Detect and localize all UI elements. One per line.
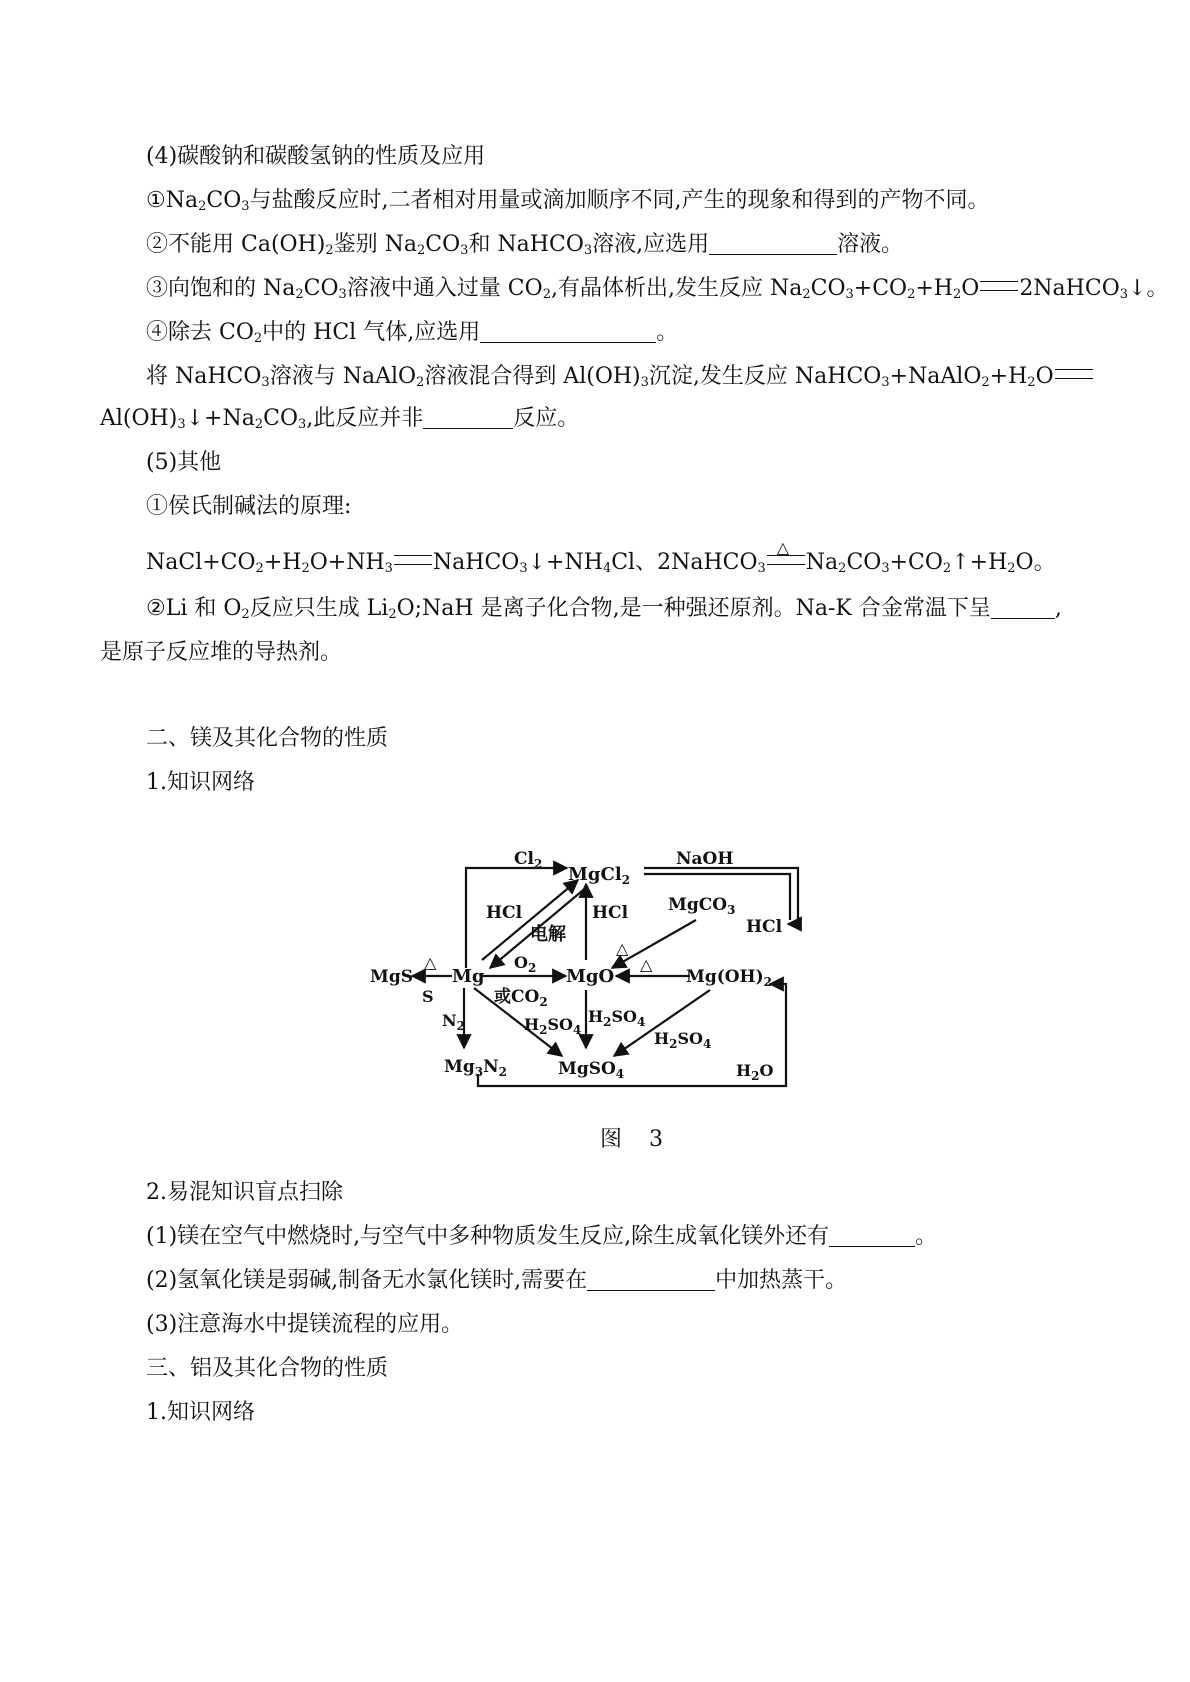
diagram-label-mgs: MgS	[370, 967, 413, 987]
heat-icon: △	[776, 538, 790, 557]
diagram-label-hcl-left: HCl	[486, 903, 523, 923]
section5-heading: (5)其他	[146, 450, 222, 475]
diagram-label-mgoh2: $Mg(OH)_2$	[686, 967, 773, 989]
heat-equals-sign	[767, 538, 805, 565]
diagram-label-hcl-mid: HCl	[592, 903, 629, 923]
section5-item1: ①侯氏制碱法的原理:	[146, 494, 352, 519]
section5-item2: ②Li 和 $O_2$反应只生成 $Li_2O;NaH$ 是离子化合物,是一种强还原剂。Na-K 合金常温下呈 ,	[146, 596, 1062, 622]
diagram-label-or-co2: 或$CO_2$	[494, 987, 548, 1009]
heat-icon: △	[616, 939, 629, 958]
section4-item2: ②不能用 $Ca(OH)_2$鉴别 $Na_2CO_3$和 NaHCO$_3$溶液,应选用 溶液。	[146, 232, 904, 258]
section4-item4: ④除去 $CO_2$中的 HCl 气体,应选用 。	[146, 320, 679, 346]
diagram-label-electrolysis: 电解	[530, 924, 566, 945]
mg-question-1: (1)镁在空气中燃烧时,与空气中多种物质发生反应,除生成氧化镁外还有 。	[146, 1224, 938, 1249]
answer-blank[interactable]	[423, 406, 513, 429]
diagram-label-cl2: $Cl_2$	[514, 849, 543, 871]
hou-process-equations: $NaCl+CO_2+H_2O+NH_3$ $NaHCO_3↓+NH_4Cl$、2NaHCO$_3$ △ $Na_2CO_3+CO_2↑+H_2O$。	[146, 548, 1056, 578]
section5-item2-cont: 是原子反应堆的导热剂。	[100, 640, 343, 665]
answer-blank[interactable]	[829, 1224, 915, 1247]
mg-question-3: (3)注意海水中提镁流程的应用。	[146, 1312, 464, 1337]
reaction-equals-sign	[980, 281, 1018, 291]
diagram-label-h2so4-right: $H_2SO_4$	[654, 1029, 712, 1051]
diagram-label-mg: Mg	[452, 966, 485, 987]
diagram-label-h2so4-mid: $H_2SO_4$	[588, 1007, 646, 1029]
section4-item3: ③向饱和的 $Na_2CO_3$溶液中通入过量 $CO_2$,有晶体析出,发生反应 $Na_2CO_3+CO_2+H_2O$ 2NaHCO$_3$↓。	[146, 276, 1169, 302]
diagram-label-mgcl2: MgCl$_2$	[568, 864, 631, 887]
figure-caption: 图 3	[600, 1127, 673, 1152]
section4-item5-cont: $Al(OH)_3↓+Na_2CO_3$,此反应并非 反应。	[100, 406, 580, 432]
al-knowledge-network-title: 1.知识网络	[146, 1400, 255, 1425]
mg-misconceptions-title: 2.易混知识盲点扫除	[146, 1180, 343, 1205]
diagram-label-naoh: NaOH	[676, 849, 734, 869]
answer-blank[interactable]	[709, 232, 837, 255]
section4-item1: $①Na_2CO_3$与盐酸反应时,二者相对用量或滴加顺序不同,产生的现象和得到的产物不同。	[146, 188, 990, 214]
answer-blank[interactable]	[991, 596, 1055, 619]
reaction-equals-sign	[1055, 369, 1093, 379]
mg-question-2: (2)氢氧化镁是弱碱,制备无水氯化镁时,需要在 中加热蒸干。	[146, 1268, 848, 1293]
al-section-heading: 三、铝及其化合物的性质	[146, 1356, 389, 1381]
diagram-label-h2o: $H_2O$	[736, 1061, 774, 1083]
answer-blank[interactable]	[587, 1268, 715, 1291]
diagram-label-h2so4-left: $H_2SO_4$	[524, 1015, 582, 1037]
diagram-label-mgco3: MgCO$_3$	[668, 895, 736, 917]
answer-blank[interactable]	[480, 320, 656, 343]
mg-knowledge-network-diagram	[370, 849, 870, 1108]
diagram-label-mgo: MgO	[566, 966, 615, 987]
heat-icon: △	[424, 953, 437, 972]
diagram-label-hcl-right: HCl	[746, 917, 783, 937]
section4-heading: (4)碳酸钠和碳酸氢钠的性质及应用	[146, 144, 486, 169]
diagram-label-o2: $O_2$	[514, 953, 537, 975]
mg-knowledge-network-title: 1.知识网络	[146, 770, 255, 795]
heat-icon: △	[640, 955, 653, 974]
diagram-label-mg3n2: $Mg_3N_2$	[444, 1057, 507, 1079]
diagram-label-n2: $N_2$	[442, 1011, 465, 1033]
reaction-equals-sign	[394, 555, 432, 565]
diagram-label-mgso4: MgSO$_4$	[558, 1059, 625, 1081]
section4-item5: 将 NaHCO$_3$溶液与 NaAlO$_2$溶液混合得到 $Al(OH)_3$沉淀,发生反应 $NaHCO_3+NaAlO_2+H_2O$	[146, 362, 1094, 392]
diagram-label-s: S	[422, 987, 434, 1006]
mg-section-heading: 二、镁及其化合物的性质	[146, 726, 389, 751]
